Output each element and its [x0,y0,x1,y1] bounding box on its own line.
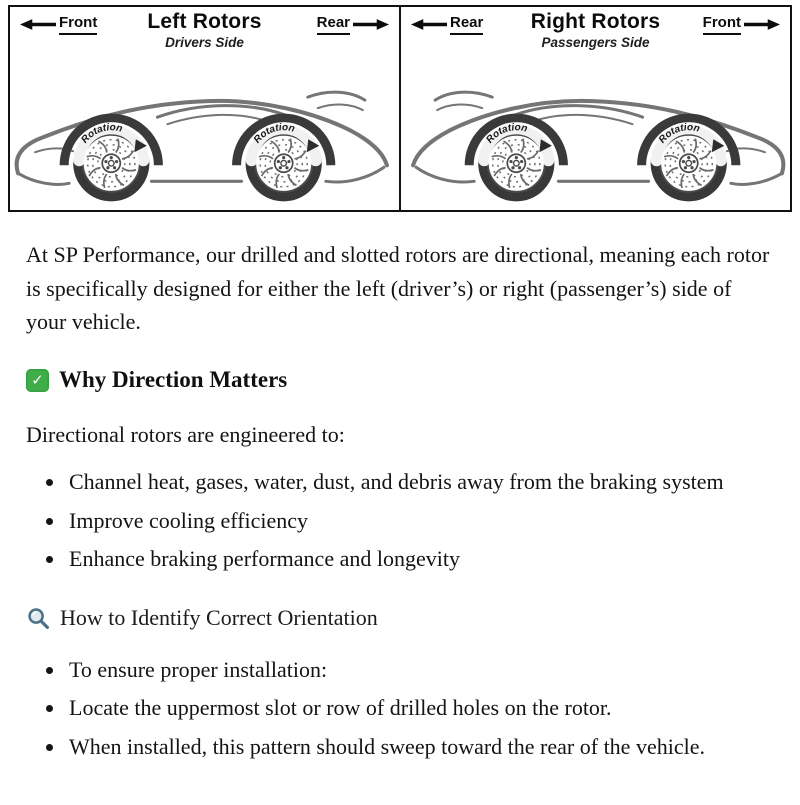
arrow-right-icon [353,19,389,30]
magnifier-icon [26,606,51,631]
section-heading-why-direction-matters [26,363,772,398]
benefits-list [26,465,772,575]
arrow-left-icon [411,19,447,30]
arrow-right-icon [744,19,780,30]
list-item: • Channel heat, gases, water, dust, and debris away from the braking system [66,465,772,498]
list-item: • Enhance braking performance and longevity [66,542,772,575]
section-heading-text: How to Identify Correct Orientation [60,605,378,631]
svg-text:Rotation: Rotation [251,122,296,146]
svg-text:Rotation: Rotation [484,122,529,146]
panel-right-rotors [400,5,792,212]
direction-label-text: Front [59,15,97,35]
front-direction-label [20,15,97,35]
panel-subtitle: Drivers Side [165,35,244,50]
panel-subtitle: Passengers Side [541,35,650,50]
page [0,5,800,803]
orientation-list [26,653,772,763]
section-heading-text: Why Direction Matters [59,366,288,392]
direction-label-text: Rear [317,15,350,35]
rear-direction-label [411,15,483,35]
check-badge-icon: ✓ [26,369,49,392]
svg-text:Rotation: Rotation [79,122,124,146]
panel-title: Right Rotors [530,10,661,33]
list-item: • To ensure proper installation: [66,653,772,686]
svg-text:Rotation: Rotation [656,122,701,146]
direction-label-text: Rear [450,15,483,35]
rotor-direction-diagram [8,5,792,212]
list-item: • Locate the uppermost slot or row of drilled holes on the rotor. [66,691,772,724]
section-heading-how-to-identify [26,601,772,634]
car-illustration-right [401,57,790,210]
front-direction-label [703,15,780,35]
car-illustration-left [10,57,399,210]
direction-label-text: Front [703,15,741,35]
article-body [0,222,800,803]
panel-right-header [401,7,790,57]
list-item: • When installed, this pattern should sweep toward the rear of the vehicle. [66,730,772,763]
panel-left-rotors [8,5,400,212]
panel-title: Left Rotors [147,10,262,33]
rear-direction-label [317,15,389,35]
arrow-left-icon [20,19,56,30]
panel-left-header [10,7,399,57]
intro-paragraph: At SP Performance, our drilled and slotted rotors are directional, meaning each rotor is specifically designed for either the left (driver’s) or right (passenger’s) side of your vehicle. [26,242,770,335]
lead-text: Directional rotors are engineered to: [26,421,345,447]
list-item: • Improve cooling efficiency [66,504,772,537]
